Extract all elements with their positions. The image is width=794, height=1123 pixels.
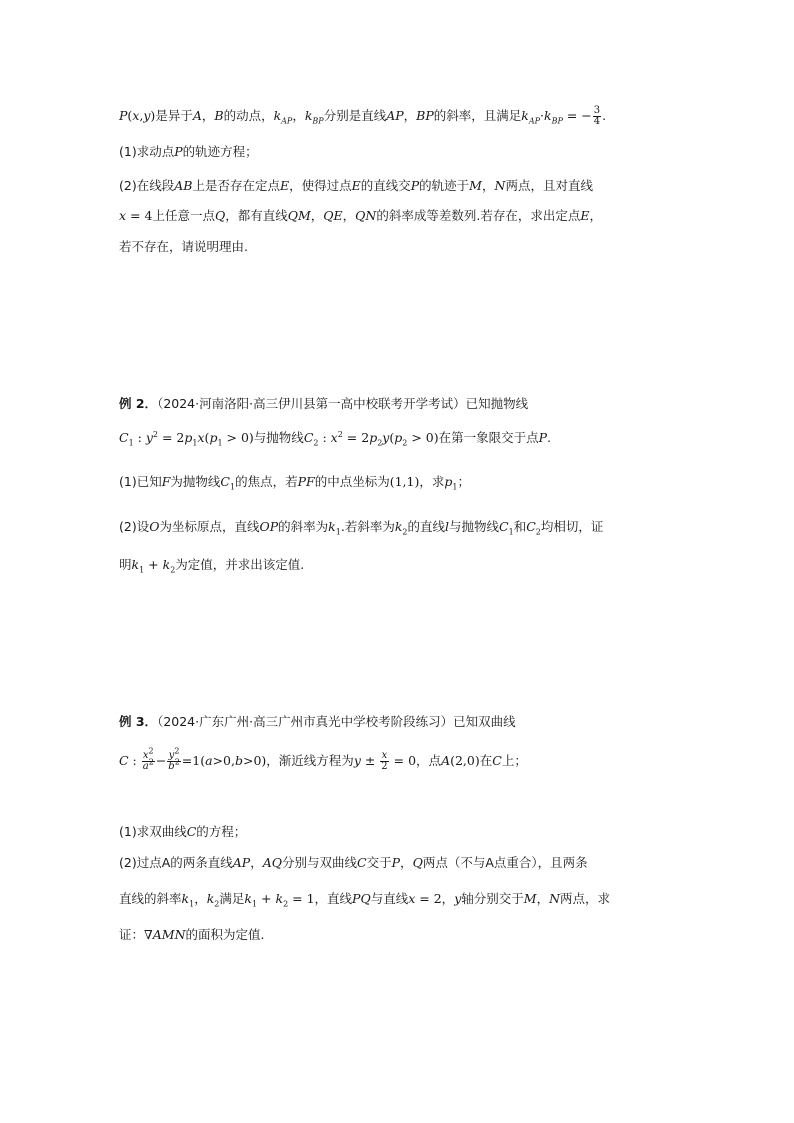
ex3-label: 例 3． xyxy=(119,714,158,729)
p1-question-2-line-1: (2)在线段AB上是否存在定点E，使得过点E的直线交P的轨迹于M，N两点，且对直线 xyxy=(119,178,593,193)
p1-line-1: P(x,y)是异于A，B的动点，$k_{AP}$，$k_{BP}$分别是直线AP，BP的斜率，且满足$k_{AP}\cdot k_{BP}$ = − $\frac{3}{4}$ . xyxy=(119,105,607,127)
p1-question-2-line-2: x = 4上任意一点Q，都有直线QM，QE，QN的斜率成等差数列.若存在，求出定点E， xyxy=(119,208,602,223)
p1-question-1: (1)求动点P的轨迹方程； xyxy=(119,144,258,159)
ex2-heading: 例 2．（2024·河南洛阳·高三伊川县第一高中校联考开学考试）已知抛物线 xyxy=(119,396,529,411)
ex2-line-2: $C_1$ : $y^2 = 2p_1x(p_1 > 0)$与抛物线$C_2$ : $x^2 = 2p_2y(p_2 > 0)$在第一象限交于点P. xyxy=(119,429,552,448)
ex2-question-2-line-2: 明$k_1 + k_2$为定值，并求出该定值. xyxy=(119,557,305,575)
fraction-three-quarters: $\frac{3}{4}$ xyxy=(593,105,601,127)
p1-question-2-line-3: 若不存在，请说明理由. xyxy=(119,239,248,254)
fraction-y2-b2: $\frac{y^2}{b^2}$ xyxy=(168,746,180,772)
ex2-label: 例 2． xyxy=(119,396,158,411)
fraction-x-2: $\frac{x}{2}$ xyxy=(381,750,388,772)
ex3-question-2-line-2: 直线的斜率$k_1$，$k_2$满足$k_1 + k_2 = 1$，直线PQ与直线x = 2，y轴分别交于M，N两点，求 xyxy=(119,891,611,909)
ex2-question-1: (1)已知F为抛物线$C_1$的焦点，若PF的中点坐标为(1,1)，求$p_1$； xyxy=(119,474,470,492)
ex3-question-2-line-3: 证：∇AMN的面积为定值. xyxy=(119,927,265,942)
ex3-heading: 例 3．（2024·广东广州·高三广州市真光中学校考阶段练习）已知双曲线 xyxy=(119,714,516,729)
ex3-line-2: C : $\frac{x^2}{a^2}$ − $\frac{y^2}{b^2}$ =1(a>0,b>0)，渐近线方程为y ± $\frac{x}{2}$ = 0，点A(2,0)在C上； xyxy=(119,746,527,772)
ex3-question-2-line-1: (2)过点A的两条直线AP，AQ分别与双曲线C交于P，Q两点（不与A点重合），且两条 xyxy=(119,855,588,870)
ex3-question-1: (1)求双曲线C的方程； xyxy=(119,824,247,839)
ex2-question-2-line-1: (2)设O为坐标原点，直线OP的斜率为$k_1$.若斜率为$k_2$的直线l与抛物线$C_1$和$C_2$均相切，证 xyxy=(119,519,604,537)
fraction-x2-a2: $\frac{x^2}{a^2}$ xyxy=(142,746,154,772)
